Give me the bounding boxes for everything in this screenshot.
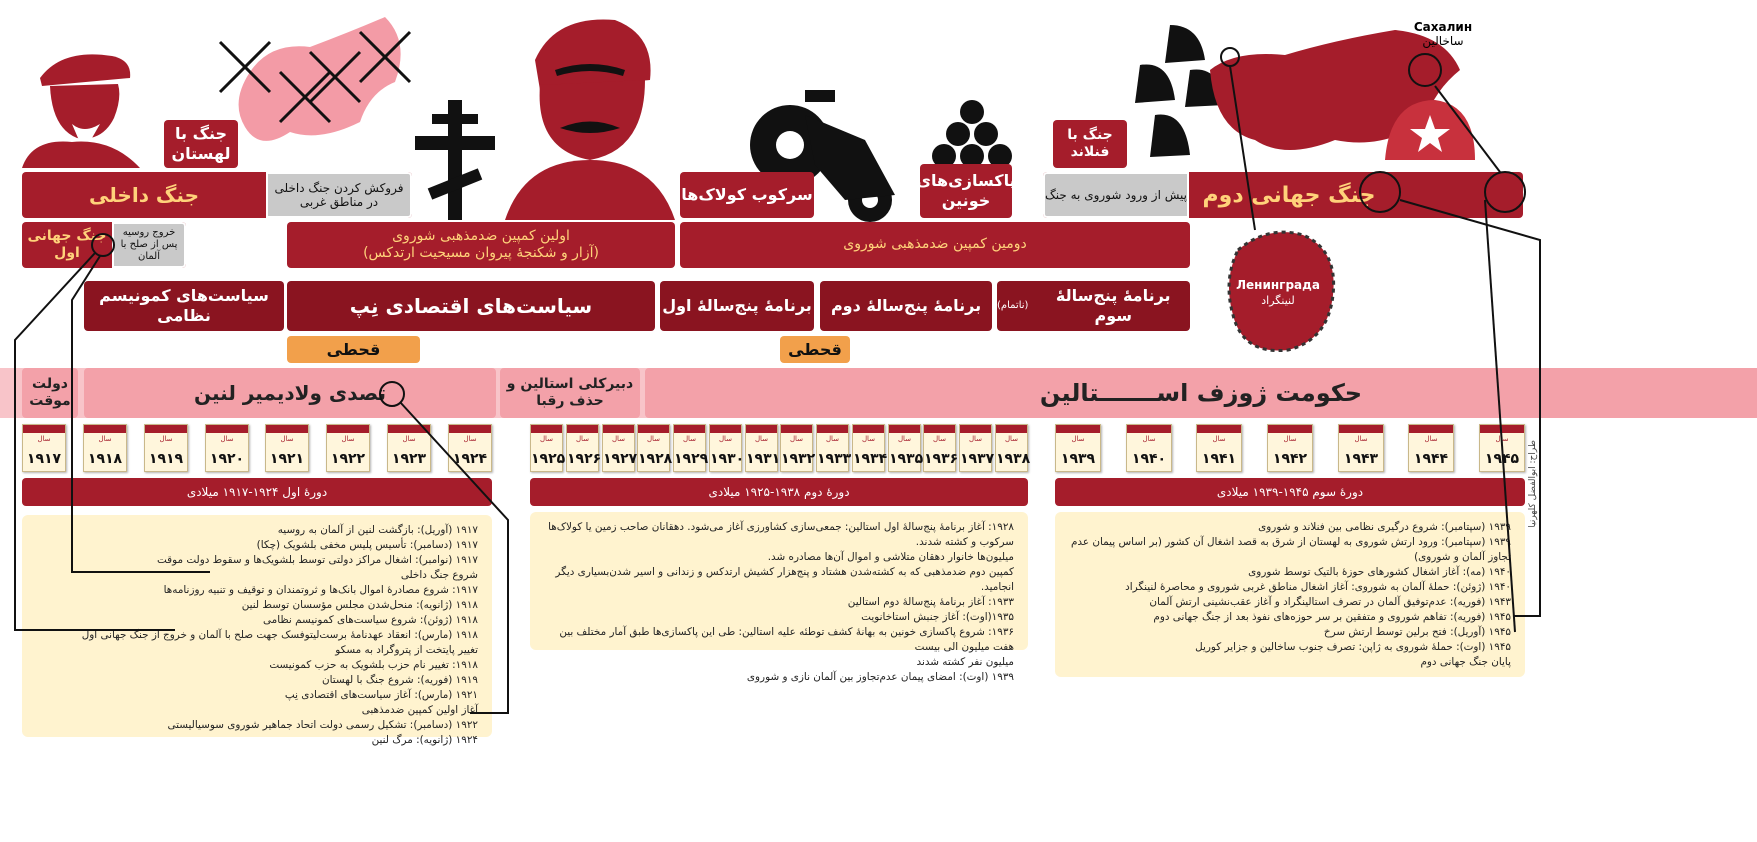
calendar-label: سال xyxy=(575,435,590,443)
calendar-year: ۱۹۳۸ xyxy=(996,451,1031,467)
calendar-year: ۱۹۳۶ xyxy=(924,451,959,467)
event-item: ۱۹۴۰ (ژوئن): حملهٔ آلمان به شوروی: آغاز اشغال مناطق غربی شوروی و محاصرهٔ لنینگراد xyxy=(1125,581,1511,593)
event-item: ۱۹۳۶: شروع پاکسازی خونین به بهانهٔ کشف توطئه علیه استالین: طی این پاکسازی‌ها طبق آمار مختلف بین هفت میلیون الی بیست xyxy=(559,626,1014,653)
calendar-year: ۱۹۳۷ xyxy=(960,451,995,467)
calendar-label: سال xyxy=(1354,435,1368,443)
event-item: ۱۹۱۸ (مارس): انعقاد عهدنامهٔ برست‌لیتوفسک جهت صلح با آلمان و خروج از جنگ جهانی اول xyxy=(81,629,478,641)
event-item: ۱۹۲۴ (ژانویه): مرگ لنین xyxy=(371,734,478,746)
stalin-label: حکومت ژوزف اســـــــتالین xyxy=(1039,379,1363,407)
calendar-label: سال xyxy=(1142,435,1156,443)
calendar-label: سال xyxy=(646,435,661,443)
calendar-label: سال xyxy=(932,435,947,443)
calendar-year: ۱۹۳۳ xyxy=(817,451,852,467)
event-item: ۱۹۳۵(اوت): آغاز جنبش استاخانویت xyxy=(861,611,1014,623)
calendar-year: ۱۹۳۵ xyxy=(889,451,924,467)
event-item: ۱۹۱۹ (فوریه): شروع جنگ با لهستان xyxy=(322,674,478,686)
calendar-year: ۱۹۱۷ xyxy=(26,451,62,467)
calendar-label: سال xyxy=(159,435,173,443)
finland-war-label: جنگ با فنلاند xyxy=(1067,126,1113,160)
plan2-label: برنامهٔ پنج‌سالهٔ دوم xyxy=(830,296,982,315)
event-item: ۱۹۱۸ (ژانویه): منحل‌شدن مجلس مؤسسان توسط لنین xyxy=(241,599,478,611)
calendar-label: سال xyxy=(897,435,912,443)
event-item: کمپین دوم ضدمذهبی که به کشته‌شدن هشتاد و پنج‌هزار کشیش ارتدکس و زندانی و اسیر شدن‌بسیاری دیگر انجامید. xyxy=(555,566,1014,593)
calendar-year: ۱۹۴۰ xyxy=(1131,451,1167,467)
calendar-label: سال xyxy=(1283,435,1297,443)
anti-religion-1-sub: (آزار و شکنجهٔ پیروان مسیحیت ارتدکس) xyxy=(363,245,599,261)
event-item: میلیون‌ها خانوار دهقان متلاشی و اموال آن‌ها مصادره شد. xyxy=(767,551,1014,563)
calendar-label: سال xyxy=(37,435,51,443)
famine1-label: قحطی xyxy=(326,339,381,359)
calendar-year: ۱۹۲۲ xyxy=(330,451,366,467)
calendar-label: سال xyxy=(220,435,234,443)
ww1-label: جنگ جهانی اول xyxy=(27,227,107,261)
calendar-year: ۱۹۲۱ xyxy=(269,451,305,467)
calendar-year: ۱۹۱۹ xyxy=(148,451,184,467)
calendar-year: ۱۹۲۰ xyxy=(209,451,245,467)
calendar-label: سال xyxy=(98,435,112,443)
calendar-label: سال xyxy=(825,435,840,443)
lenin-label: تصدی ولادیمیر لنین xyxy=(194,381,386,405)
calendar-year: ۱۹۴۲ xyxy=(1272,451,1308,467)
event-item: ۱۹۱۷: شروع مصادرهٔ اموال بانک‌ها و ثروتمندان و توقیف و تنبیه روزنامه‌ها xyxy=(163,584,478,596)
stalin-sec-label: دبیرکلی استالین و حذف رقبا xyxy=(506,375,634,409)
event-item: ۱۹۴۰ (مه): آغاز اشغال کشورهای حوزهٔ بالتیک توسط شوروی xyxy=(1248,566,1511,578)
calendar-year: ۱۹۳۲ xyxy=(781,451,816,467)
sakhalin-fa: ساخالین xyxy=(1422,34,1464,48)
nep-label: سیاست‌های اقتصادی نِپ xyxy=(349,294,593,318)
plan1-label: برنامهٔ پنج‌سالهٔ اول xyxy=(662,296,812,315)
period-1-label: دورهٔ اول ۱۹۲۴-۱۹۱۷ میلادی xyxy=(186,485,328,499)
calendar-label: سال xyxy=(1424,435,1438,443)
event-item: ۱۹۳۹ (سپتامبر): ورود ارتش شوروی به لهستان از شرق به قصد اشغال آن کشور (بر اساس پیمان عدم تجاوز آلمان و شوروی) xyxy=(1070,536,1511,563)
event-item: پایان جنگ جهانی دوم xyxy=(1420,656,1511,668)
event-item: ۱۹۳۳: آغاز برنامهٔ پنج‌سالهٔ دوم استالین xyxy=(847,596,1014,608)
calendar-year: ۱۹۲۷ xyxy=(603,451,638,467)
kulak-label: سرکوب کولاک‌ها xyxy=(681,185,813,204)
ww2-note-text: پیش از ورود شوروی به جنگ xyxy=(1045,187,1187,202)
period-3-label: دورهٔ سوم ۱۹۴۵-۱۹۳۹ میلادی xyxy=(1216,485,1364,499)
event-item: ۱۹۲۲ (دسامبر): تشکیل رسمی دولت اتحاد جماهیر شوروی سوسیالیستی xyxy=(167,719,478,731)
calendar-label: سال xyxy=(539,435,554,443)
event-item: ۱۹۱۷ (دسامبر): تأسیس پلیس مخفی بلشویک (چکا) xyxy=(256,539,478,551)
calendar-year: ۱۹۲۸ xyxy=(638,451,673,467)
civil-war-note-text: فروکش کردن جنگ داخلی در مناطق غربی xyxy=(274,180,404,209)
civil-war-label: جنگ داخلی xyxy=(89,183,199,207)
event-item: ۱۹۴۵ (آوریل): فتح برلین توسط ارتش سرخ xyxy=(1323,626,1511,638)
calendar-year: ۱۹۳۹ xyxy=(1060,451,1096,467)
event-item: تغییر پایتخت از پتروگراد به مسکو xyxy=(335,644,478,656)
ww1-note-text: خروج روسیه پس از صلح با آلمان xyxy=(120,227,178,262)
event-item: ۱۹۲۱ (مارس): آغاز سیاست‌های اقتصادی نِپ xyxy=(284,689,478,701)
calendar-year: ۱۹۲۳ xyxy=(391,451,427,467)
event-item: آغاز اولین کمپین ضدمذهبی xyxy=(361,704,478,716)
credit-text: طراح: ابوالفضل کلهرنیا xyxy=(1528,440,1538,528)
famine2-label: قحطی xyxy=(788,339,842,359)
event-item: ۱۹۲۸: آغاز برنامهٔ پنج‌سالهٔ اول استالین: جمعی‌سازی کشاورزی آغاز می‌شود. دهقانان صاحب زمین یا کولاک‌ها سرکوب و کشته شدند. xyxy=(548,521,1014,548)
event-item: شروع جنگ داخلی xyxy=(400,569,478,581)
calendar-label: سال xyxy=(968,435,983,443)
calendar-label: سال xyxy=(1004,435,1019,443)
calendar-label: سال xyxy=(861,435,876,443)
plan3-label: برنامهٔ پنج‌سالهٔ سوم xyxy=(1055,286,1171,325)
leningrad-fa: لنینگراد xyxy=(1261,294,1295,307)
calendar-label: سال xyxy=(611,435,626,443)
calendar-year: ۱۹۳۴ xyxy=(853,451,888,467)
anti-religion-2-label: دومین کمپین ضدمذهبی شوروی xyxy=(843,236,1027,253)
event-item: ۱۹۴۵ (فوریه): تفاهم شوروی و متفقین بر سر حوزه‌های نفوذ بعد از جنگ جهانی دوم xyxy=(1153,611,1511,623)
calendar-label: سال xyxy=(1071,435,1085,443)
poland-war-label: جنگ با لهستان xyxy=(171,124,231,163)
calendar-label: سال xyxy=(754,435,769,443)
event-item: ۱۹۳۹ (سپتامبر): شروع درگیری نظامی بین فنلاند و شوروی xyxy=(1258,521,1511,533)
war-communism-label: سیاست‌های کمونیسم نظامی xyxy=(99,286,269,325)
calendar-label: سال xyxy=(789,435,804,443)
calendar-year: ۱۹۱۸ xyxy=(87,451,123,467)
calendar-year: ۱۹۲۴ xyxy=(452,451,488,467)
sakhalin-ru: Сахалин xyxy=(1413,20,1473,34)
calendar-year: ۱۹۴۵ xyxy=(1484,451,1520,467)
leningrad-ru: Ленинграда xyxy=(1236,278,1320,292)
event-item: ۱۹۱۸: تغییر نام حزب بلشویک به حزب کمونیست xyxy=(269,659,478,671)
calendar-label: سال xyxy=(1495,435,1509,443)
event-item: ۱۹۴۵ (اوت): حملهٔ شوروی به ژاپن: تصرف جنوب ساخالین و جزایر کوریل xyxy=(1195,641,1511,653)
event-item: ۱۹۱۸ (ژوئن): شروع سیاست‌های کمونیسم نظامی xyxy=(263,614,478,626)
calendar-year: ۱۹۳۱ xyxy=(746,451,781,467)
provisional-label: دولت موقت xyxy=(29,375,71,409)
purges-label: پاکسازی‌های خونین xyxy=(916,171,1016,210)
plan3-note: (ناتمام) xyxy=(997,299,1029,311)
period-2-label: دورهٔ دوم ۱۹۳۸-۱۹۲۵ میلادی xyxy=(708,485,850,499)
calendar-label: سال xyxy=(682,435,697,443)
anti-religion-1-label: اولین کمپین ضدمذهبی شوروی xyxy=(392,227,570,244)
calendar-year: ۱۹۴۴ xyxy=(1413,451,1449,467)
event-item: ۱۹۳۹ (اوت): امضای پیمان عدم‌تجاوز بین آلمان نازی و شوروی xyxy=(746,671,1014,683)
calendar-year: ۱۹۳۰ xyxy=(710,451,745,467)
calendar-label: سال xyxy=(341,435,355,443)
calendar-label: سال xyxy=(280,435,294,443)
calendar-year: ۱۹۴۳ xyxy=(1343,451,1379,467)
event-item: ۱۹۴۳ (فوریه): عدم‌توفیق آلمان در تصرف استالینگراد و آغاز عقب‌نشینی ارتش آلمان xyxy=(1149,596,1511,608)
calendar-label: سال xyxy=(1212,435,1226,443)
event-item: ۱۹۱۷ (نوامبر): اشغال مراکز دولتی توسط بلشویک‌ها و سقوط دولت موقت xyxy=(156,554,478,566)
event-item: میلیون نفر کشته شدند xyxy=(916,656,1014,668)
calendar-year: ۱۹۲۵ xyxy=(531,451,566,467)
ww2-label: جنگ جهانی دوم xyxy=(1202,182,1376,208)
calendar-label: سال xyxy=(463,435,477,443)
calendar-year: ۱۹۴۱ xyxy=(1201,451,1237,467)
event-item: ۱۹۱۷ (آوریل): بازگشت لنین از آلمان به روسیه xyxy=(277,524,478,536)
calendar-year: ۱۹۲۶ xyxy=(567,451,602,467)
calendar-year: ۱۹۲۹ xyxy=(674,451,709,467)
calendar-label: سال xyxy=(402,435,416,443)
calendar-label: سال xyxy=(718,435,733,443)
